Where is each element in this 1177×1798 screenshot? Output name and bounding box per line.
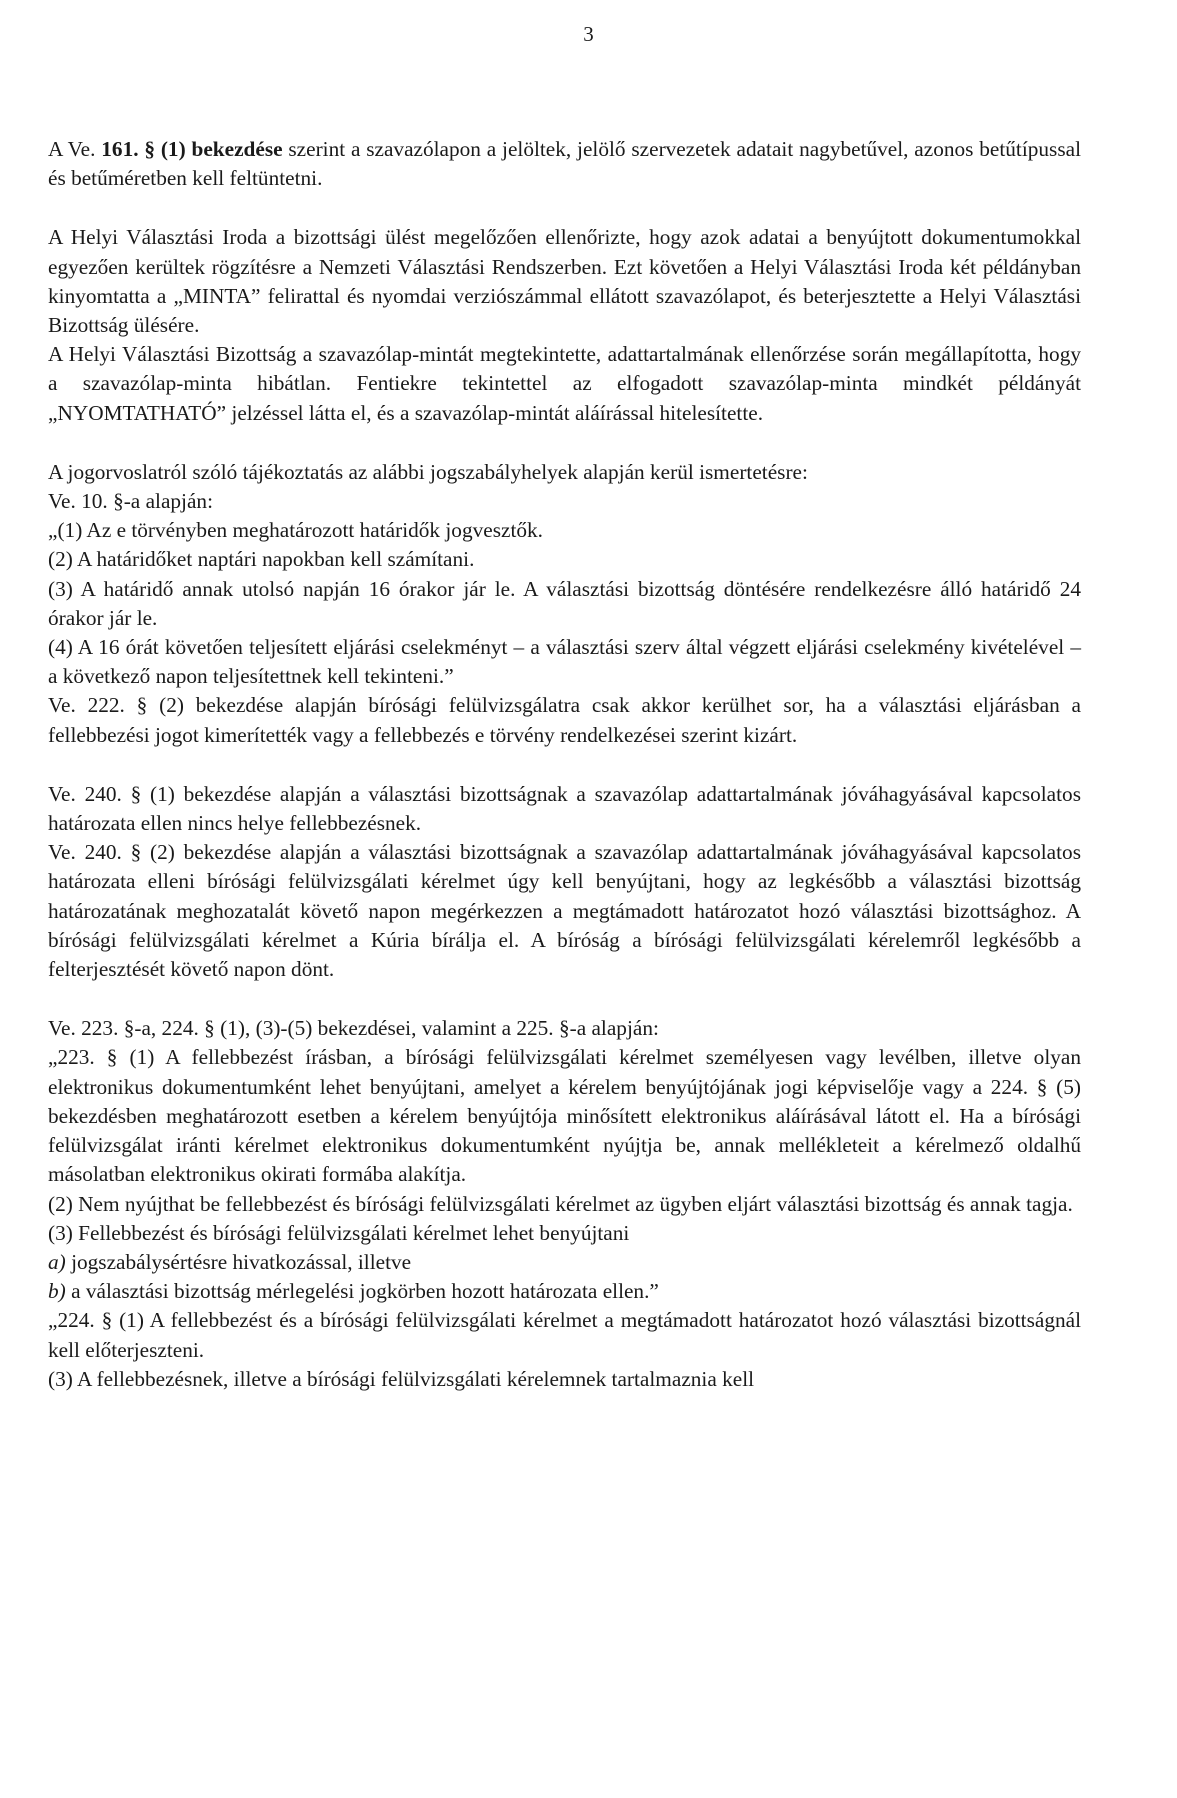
ve10-clause-2: (2) A határidőket naptári napokban kell számítani.	[48, 547, 475, 572]
s224-clause-3: (3) A fellebbezésnek, illetve a bírósági felülvizsgálati kérelemnek tartalmaznia kell	[48, 1366, 755, 1391]
s223-clause-3: (3) Fellebbezést és bírósági felülvizsgálati kérelmet lehet benyújtani	[48, 1220, 630, 1245]
ve223-ref: Ve. 223. §-a, 224. § (1), (3)-(5) bekezdései, valamint a 225. §-a alapján:	[48, 1016, 659, 1041]
ve222-paragraph: Ve. 222. § (2) bekezdése alapján bírósági felülvizsgálatra csak akkor kerülhet sor, ha a választási eljárásban a fellebbezési jogot kimerítették vagy a fellebbezés e törvény rendelkezései szerint kizárt.	[48, 693, 1081, 747]
intro-paragraph	[48, 135, 1081, 193]
hvb-paragraph: A Helyi Választási Bizottság a szavazólap-mintát megtekintette, adattartalmának ellenőrzése során megállapította, hogy a szavazólap-minta hibátlan. Fentiekre tekintettel az elfogadott szavazólap-minta mindkét példányát „NYOMTATHATÓ” jelzéssel látta el, és a szavazólap-mintát aláírással hitelesítette.	[48, 342, 1081, 425]
ve10-clause-3: (3) A határidő annak utolsó napján 16 órakor jár le. A választási bizottság döntésére rendelkezésre álló határidő 24 órakor jár le.	[48, 576, 1081, 630]
s223-3b-text: a választási bizottság mérlegelési jogkörben hozott határozata ellen.”	[65, 1279, 659, 1304]
ve10-clause-4: (4) A 16 órát követően teljesített eljárási cselekményt – a választási szerv által végzett eljárási cselekmény kivételével – a következő napon teljesítettnek kell tekinteni.”	[48, 635, 1081, 689]
ve240-2-paragraph: Ve. 240. § (2) bekezdése alapján a választási bizottságnak a szavazólap adattartalmának jóváhagyásával kapcsolatos határozata elleni bírósági felülvizsgálati kérelmet úgy kell benyújtani, hogy az legkésőbb a választási bizottság határozatának meghozatalát követő napon megérkezzen a megtámadott határozatot hozó választási bizottsághoz. A bírósági felülvizsgálati kérelmet a Kúria bírálja el. A bíróság a bírósági felülvizsgálati kérelemről legkésőbb a felterjesztését követő napon dönt.	[48, 840, 1081, 982]
s224-clause-1: „224. § (1) A fellebbezést és a bírósági felülvizsgálati kérelmet a megtámadott határozatot hozó választási bizottságnál kell előterjeszteni.	[48, 1308, 1081, 1362]
ve10-ref: Ve. 10. §-a alapján:	[48, 489, 213, 514]
s223-3a-text: jogszabálysértésre hivatkozással, illetve	[65, 1249, 412, 1274]
remedy-intro: A jogorvoslatról szóló tájékoztatás az alábbi jogszabályhelyek alapján kerül ismertetésre:	[48, 459, 808, 484]
ve240-1-paragraph: Ve. 240. § (1) bekezdése alapján a választási bizottságnak a szavazólap adattartalmának jóváhagyásával kapcsolatos határozata ellen nincs helye fellebbezésnek.	[48, 781, 1081, 836]
intro-bold-ref: 161. § (1) bekezdése	[101, 137, 283, 161]
s223-clause-3a	[48, 1248, 1081, 1277]
intro-ref: A Ve.	[48, 137, 102, 161]
s223-3a-label: a)	[48, 1249, 66, 1274]
s223-clause-2: (2) Nem nyújthat be fellebbezést és bírósági felülvizsgálati kérelmet az ügyben eljárt választási bizottság és annak tagja.	[48, 1191, 1073, 1216]
ve10-clause-1: „(1) Az e törvényben meghatározott határidők jogvesztők.	[48, 518, 543, 543]
page-number: 3	[583, 22, 594, 46]
s223-clause-1: „223. § (1) A fellebbezést írásban, a bírósági felülvizsgálati kérelmet személyesen vagy levélben, illetve olyan elektronikus dokumentumként lehet benyújtani, amelyet a kérelem benyújtójának jogi képviselője vagy a 224. § (5) bekezdésben meghatározott esetben a kérelem benyújtója minősített elektronikus aláírásával látott el. Ha a bírósági felülvizsgálat iránti kérelmet elektronikus dokumentumként nyújtja be, annak mellékleteit a kérelmező oldalhű másolatban elektronikus okirati formába alakítja.	[48, 1045, 1081, 1187]
s223-clause-3b	[48, 1277, 1081, 1306]
document-body	[48, 135, 1081, 1394]
hvi-paragraph: A Helyi Választási Iroda a bizottsági ülést megelőzően ellenőrizte, hogy azok adatai a benyújtott dokumentumokkal egyezően kerültek rögzítésre a Nemzeti Választási Rendszerben. Ezt követően a Helyi Választási Iroda két példányban kinyomtatta a „MINTA” felirattal és nyomdai verziószámmal ellátott szavazólapot, és beterjesztette a Helyi Választási Bizottság ülésére.	[48, 225, 1081, 338]
intro-rest: szerint a szavazólapon a jelöltek, jelölő szervezetek adatait nagybetűvel, azonos betűtípussal és betűméretben kell feltüntetni.	[48, 137, 1082, 191]
s223-3b-label: b)	[48, 1279, 66, 1304]
